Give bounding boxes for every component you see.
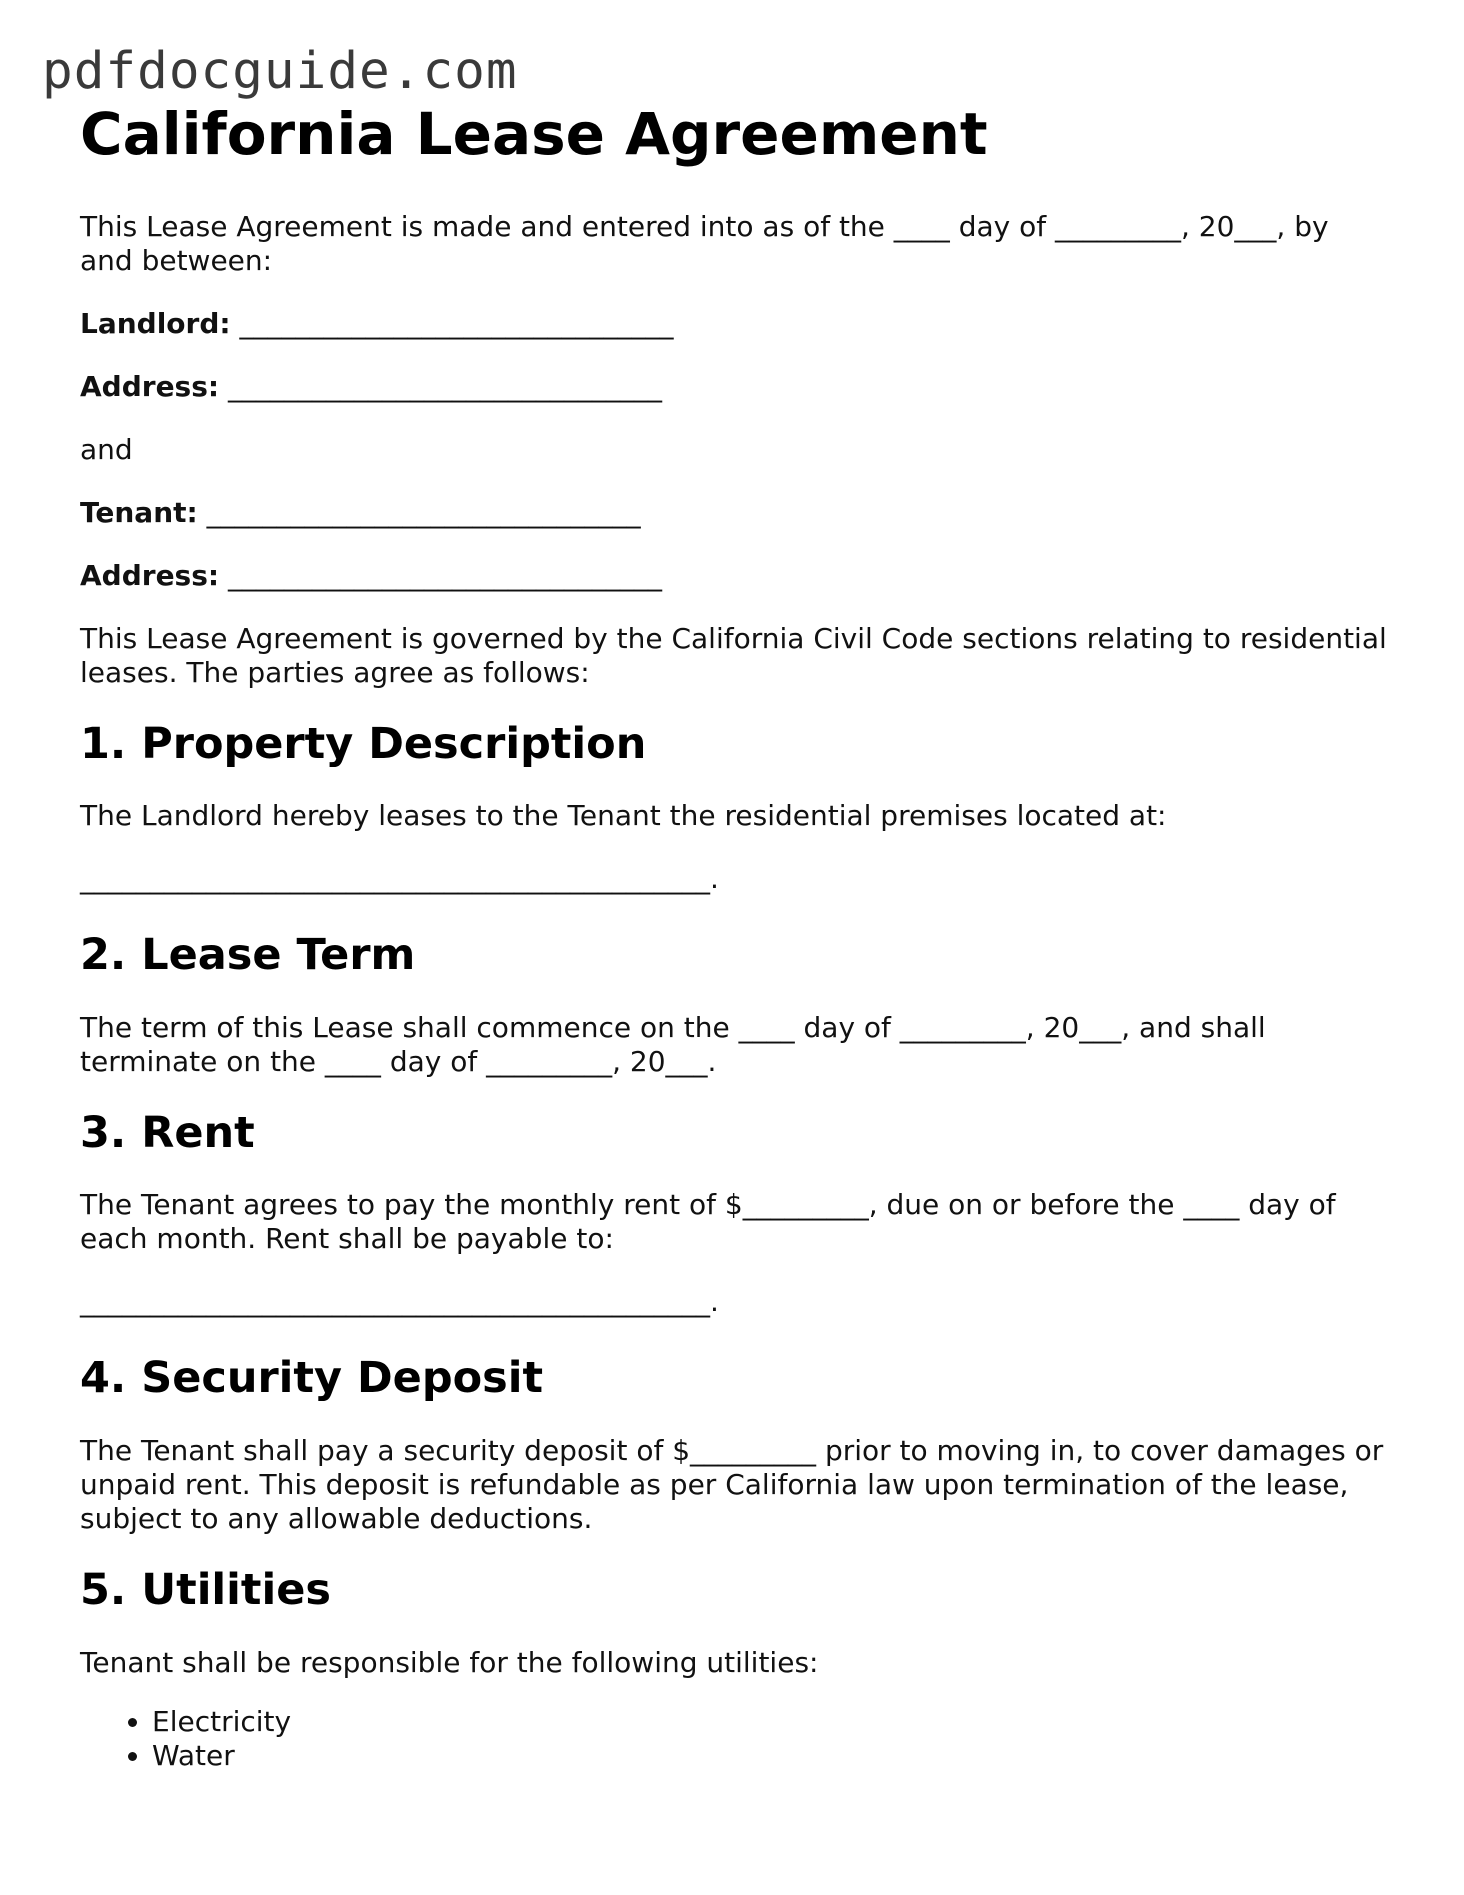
landlord-address-blank: _______________________________	[228, 369, 662, 403]
tenant-line	[80, 496, 1390, 530]
tenant-address-line	[80, 559, 1390, 593]
term-paragraph: The term of this Lease shall commence on the ____ day of _________, 20___, and shall terminate on the ____ day of _________, 20___.	[80, 1010, 1266, 1078]
section-heading-property: 1. Property Description	[80, 718, 647, 769]
section-heading-term: 2. Lease Term	[80, 930, 416, 981]
utilities-list	[80, 1705, 1390, 1773]
property-address-blank: _____________________________________________.	[80, 862, 719, 896]
tenant-address-label: Address:	[80, 558, 220, 592]
list-item: • Water	[152, 1739, 1390, 1773]
rent-payee-blank: _____________________________________________.	[80, 1285, 719, 1319]
tenant-label: Tenant:	[80, 495, 198, 529]
document	[80, 100, 1390, 1773]
section-heading-deposit: 4. Security Deposit	[80, 1353, 544, 1404]
section-heading-utilities: 5. Utilities	[80, 1564, 331, 1615]
list-item: • Electricity	[152, 1705, 1390, 1739]
deposit-paragraph: The Tenant shall pay a security deposit of $_________ prior to moving in, to cover damages or unpaid rent. This deposit is refundable as per California law upon termination of the lease, subject to any allowable deductions.	[80, 1433, 1384, 1535]
watermark: pdfdocguide.com	[42, 42, 518, 101]
property-paragraph: The Landlord hereby leases to the Tenant the residential premises located at:	[80, 799, 1167, 833]
landlord-line	[80, 307, 1390, 341]
landlord-address-label: Address:	[80, 369, 220, 403]
rent-paragraph: The Tenant agrees to pay the monthly rent of $_________, due on or before the ____ day of each month. Rent shall be payable to:	[80, 1188, 1336, 1256]
tenant-address-blank: _______________________________	[228, 558, 662, 592]
tenant-blank: _______________________________	[206, 495, 641, 529]
landlord-label: Landlord:	[80, 306, 231, 340]
landlord-blank: _______________________________	[239, 306, 674, 340]
document-title: California Lease Agreement	[80, 100, 988, 168]
and-text: and	[80, 432, 133, 466]
section-heading-rent: 3. Rent	[80, 1107, 255, 1158]
landlord-address-line	[80, 370, 1390, 404]
utilities-paragraph: Tenant shall be responsible for the following utilities:	[80, 1645, 819, 1679]
intro-paragraph: This Lease Agreement is made and entered into as of the ____ day of _________, 20___, by and between:	[80, 209, 1329, 277]
governing-paragraph: This Lease Agreement is governed by the California Civil Code sections relating to residential leases. The parties agree as follows:	[80, 621, 1387, 689]
